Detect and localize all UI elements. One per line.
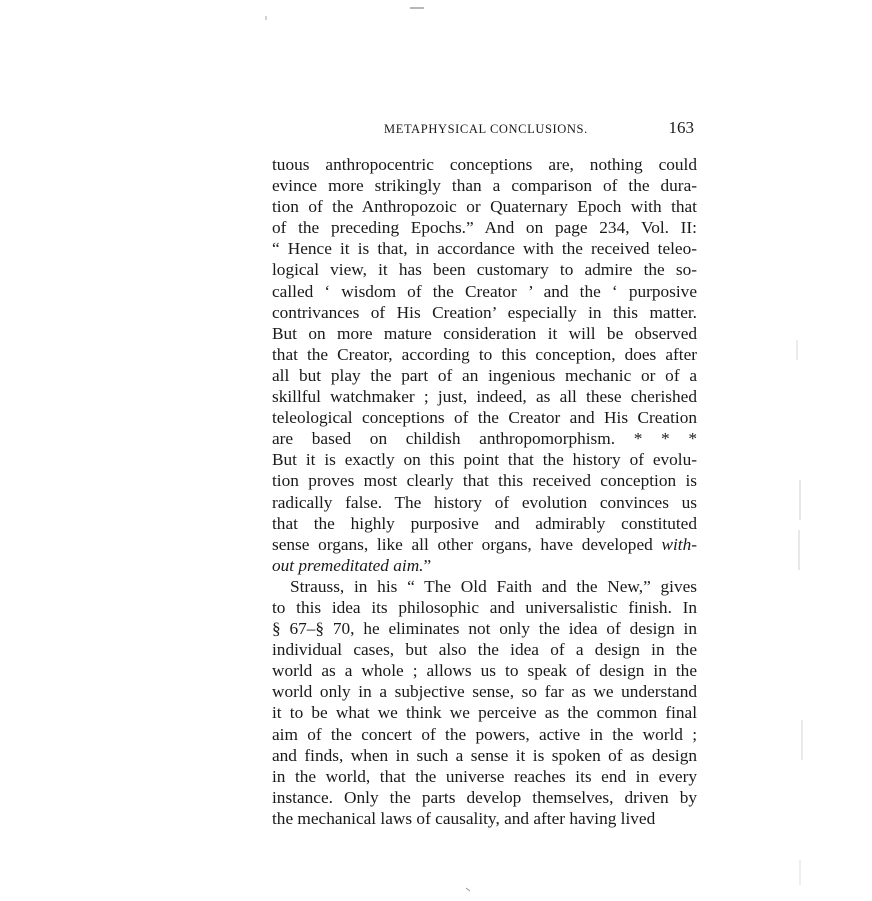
text-line: all but play the part of an ingenious mechanic or of a: [272, 365, 697, 385]
closing-quote: ”: [423, 555, 432, 575]
text-line: instance. Only the parts develop themselves, driven by: [272, 787, 697, 807]
text-line: called ‘ wisdom of the Creator ’ and the ‘ purposive: [272, 281, 697, 301]
text-line: the mechanical laws of causality, and after having lived: [272, 808, 656, 828]
text-line: it to be what we think we perceive as the common final: [272, 703, 697, 723]
text-line: individual cases, but also the idea of a design in the: [272, 640, 697, 660]
text-line: that the Creator, according to this conception, does after: [272, 344, 697, 364]
text-line: world only in a subjective sense, so far as we understand: [272, 682, 697, 702]
text-line: tuous anthropocentric conceptions are, nothing could: [272, 155, 697, 174]
text-line: [272, 555, 697, 576]
scan-speck: [466, 888, 470, 891]
text-line: teleological conceptions of the Creator and His Creation: [272, 408, 697, 428]
text-line: logical view, it has been customary to admire the so-: [272, 260, 697, 280]
text-line: “ Hence it is that, in accordance with the received teleo-: [272, 239, 697, 259]
italic-segment: with-: [661, 534, 697, 554]
text-line: § 67–§ 70, he eliminates not only the idea of design in: [272, 619, 697, 639]
text-line: tion proves most clearly that this received conception is: [272, 471, 697, 491]
text-line: in the world, that the universe reaches its end in every: [272, 766, 697, 786]
body-text: [272, 154, 697, 829]
text-line: radically false. The history of evolution convinces us: [272, 492, 697, 512]
text-line: and finds, when in such a sense it is spoken of as design: [272, 745, 697, 765]
running-head: [272, 118, 697, 140]
text-line: But on more mature consideration it will be observed: [272, 323, 697, 343]
text-line: that the highly purposive and admirably constituted: [272, 513, 697, 533]
text-line: But it is exactly on this point that the history of evolu-: [272, 450, 697, 470]
text-line: skillful watchmaker ; just, indeed, as all these cherished: [272, 387, 697, 407]
text-line: of the preceding Epochs.” And on page 234, Vol. II:: [272, 218, 697, 238]
text-line: [272, 534, 697, 555]
text-segment: sense organs, like all other organs, have developed: [272, 534, 653, 554]
text-line: to this idea its philosophic and universalistic finish. In: [272, 597, 697, 617]
text-line: tion of the Anthropozoic or Quaternary Epoch with that: [272, 197, 697, 217]
text-line: world as a whole ; allows us to speak of design in the: [272, 661, 697, 681]
text-line: evince more strikingly than a comparison of the dura-: [272, 176, 697, 196]
text-line: contrivances of His Creation’ especially in this matter.: [272, 302, 697, 322]
running-title: METAPHYSICAL CONCLUSIONS.: [384, 122, 588, 136]
italic-segment: out premeditated aim.: [272, 555, 424, 575]
text-line: aim of the concert of the powers, active in the world ;: [272, 724, 697, 744]
text-line: are based on childish anthropomorphism. * * *: [272, 429, 697, 449]
text-line: Strauss, in his “ The Old Faith and the New,” gives: [290, 576, 697, 596]
page-number: 163: [668, 118, 694, 137]
